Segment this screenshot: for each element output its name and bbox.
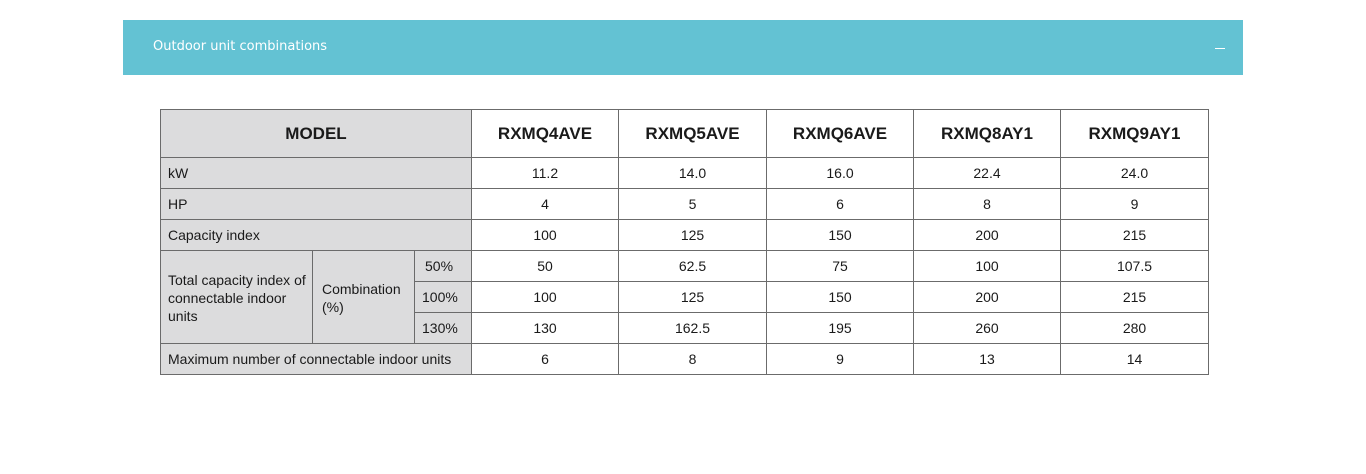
- table-cell: 9: [1061, 189, 1209, 220]
- table-cell: 130: [472, 313, 619, 344]
- combination-percent-label: 100%: [415, 282, 472, 313]
- table-cell: 107.5: [1061, 251, 1209, 282]
- table-cell: 9: [767, 344, 914, 375]
- accordion-header-outdoor-unit-combinations[interactable]: [123, 20, 1243, 75]
- model-header: MODEL: [161, 110, 472, 158]
- table-cell: 4: [472, 189, 619, 220]
- table-cell: 8: [914, 189, 1061, 220]
- table-cell: 100: [914, 251, 1061, 282]
- table-cell: 50: [472, 251, 619, 282]
- table-cell: 22.4: [914, 158, 1061, 189]
- table-cell: 150: [767, 282, 914, 313]
- row-label-total-capacity-index: Total capacity index of connectable indoor units: [161, 251, 313, 344]
- table-cell: 100: [472, 282, 619, 313]
- table-cell: 215: [1061, 282, 1209, 313]
- table-cell: 62.5: [619, 251, 767, 282]
- table-cell: 6: [767, 189, 914, 220]
- row-label-kw: kW: [161, 158, 472, 189]
- table-cell: 200: [914, 220, 1061, 251]
- combination-percent-label: 50%: [415, 251, 472, 282]
- row-label-combination: Combination (%): [313, 251, 415, 344]
- table-row-hp: [161, 189, 1209, 220]
- combination-percent-label: 130%: [415, 313, 472, 344]
- collapse-icon[interactable]: [1215, 48, 1225, 49]
- model-column-header: RXMQ4AVE: [472, 110, 619, 158]
- table-cell: 150: [767, 220, 914, 251]
- outdoor-unit-combinations-table: [160, 109, 1209, 375]
- model-column-header: RXMQ5AVE: [619, 110, 767, 158]
- row-label-max-indoor-units: Maximum number of connectable indoor units: [161, 344, 472, 375]
- table-cell: 162.5: [619, 313, 767, 344]
- model-column-header: RXMQ8AY1: [914, 110, 1061, 158]
- table-cell: 200: [914, 282, 1061, 313]
- table-row-capacity-index: [161, 220, 1209, 251]
- table-row-combination-50: [161, 251, 1209, 282]
- model-column-header: RXMQ6AVE: [767, 110, 914, 158]
- table-cell: 215: [1061, 220, 1209, 251]
- table-cell: 260: [914, 313, 1061, 344]
- table-cell: 6: [472, 344, 619, 375]
- table-cell: 280: [1061, 313, 1209, 344]
- table-cell: 13: [914, 344, 1061, 375]
- table-row-kw: [161, 158, 1209, 189]
- table-cell: 14: [1061, 344, 1209, 375]
- row-label-capacity-index: Capacity index: [161, 220, 472, 251]
- table-cell: 5: [619, 189, 767, 220]
- table-cell: 11.2: [472, 158, 619, 189]
- table-row-max-indoor-units: [161, 344, 1209, 375]
- table-cell: 195: [767, 313, 914, 344]
- table-cell: 125: [619, 282, 767, 313]
- table-cell: 75: [767, 251, 914, 282]
- model-column-header: RXMQ9AY1: [1061, 110, 1209, 158]
- table-cell: 24.0: [1061, 158, 1209, 189]
- row-label-hp: HP: [161, 189, 472, 220]
- accordion-title: Outdoor unit combinations: [153, 39, 328, 54]
- table-cell: 8: [619, 344, 767, 375]
- table-cell: 14.0: [619, 158, 767, 189]
- table-header-row: [161, 110, 1209, 158]
- table-cell: 100: [472, 220, 619, 251]
- table-cell: 125: [619, 220, 767, 251]
- table-cell: 16.0: [767, 158, 914, 189]
